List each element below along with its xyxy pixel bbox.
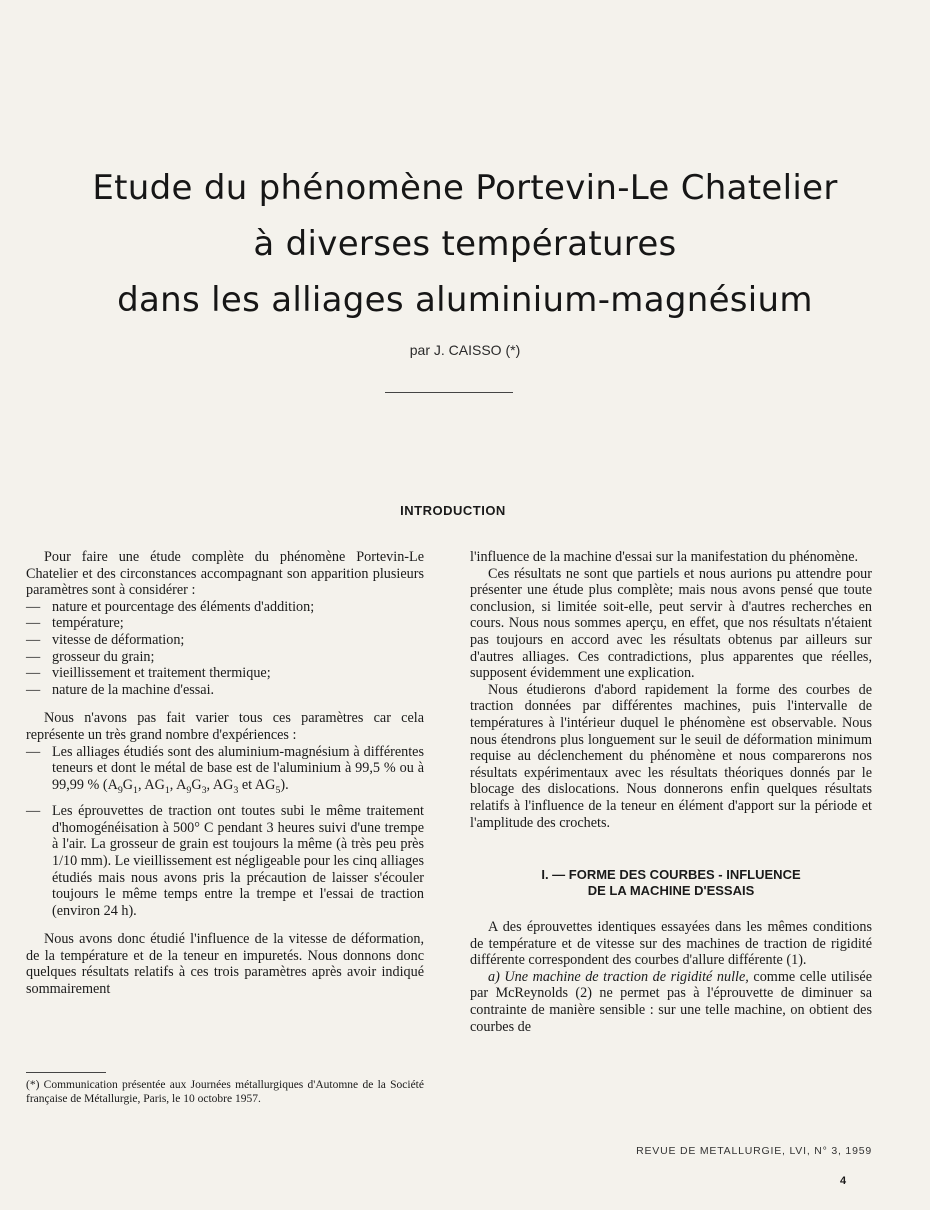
parameter-item: — nature de la machine d'essai. <box>26 682 424 699</box>
title-line-1: Etude du phénomène Portevin-Le Chatelier <box>92 168 838 208</box>
title-divider <box>385 392 513 393</box>
footnote: (*) Communication présentée aux Journées métallurgiques d'Automne de la Société française de Métallurgie, Paris, le 10 octobre 1957. <box>26 1079 424 1105</box>
journal-footer: REVUE DE METALLURGIE, LVI, N° 3, 1959 <box>636 1145 872 1157</box>
section-heading-line-2: DE LA MACHINE D'ESSAIS <box>587 883 755 899</box>
introduction-heading: INTRODUCTION <box>400 503 506 518</box>
page-number: 4 <box>840 1175 847 1187</box>
title-line-2: à diverses températures <box>253 224 677 264</box>
italic-phrase: Une machine de traction de rigidité nulle, <box>504 968 749 985</box>
section-heading-line-1: I. — FORME DES COURBES - INFLUENCE <box>541 867 801 883</box>
intro-paragraph-2: Nous n'avons pas fait varier tous ces paramètres car cela représente un très grand nombre d'expériences : <box>26 710 424 743</box>
intro-paragraph-1: Pour faire une étude complète du phénomène Portevin-Le Chatelier et des circonstances accompagnant son apparition plusieurs paramètres sont à considérer : <box>26 549 424 599</box>
left-column <box>26 549 424 998</box>
section-paragraph-2: a) Une machine de traction de rigidité nulle, comme celle utilisée par McReynolds (2) ne permet pas à l'éprouvette de diminuer sa contrainte de manière sensible : sur une telle machine, on obtient des courbes de <box>470 968 873 1035</box>
parameter-item: — grosseur du grain; <box>26 649 424 666</box>
section-heading <box>470 867 872 899</box>
conditions-list <box>26 744 424 920</box>
condition-item-treatment: — Les éprouvettes de traction ont toutes subi le même traitement d'homogénéisation à 500° C pendant 3 heures suivi d'une trempe à l'air. La grosseur de grain est toujours la même (à très peu près 1/10 mm). Le vieillissement est négligeable pour les cinq alliages étudiés mais nous avons pris la précaution de laisser s'écouler toujours le même temps entre la trempe et l'essai de traction (environ 24 h). <box>26 803 424 919</box>
author-byline: par J. CAISSO (*) <box>409 342 521 358</box>
footnote-divider <box>26 1072 106 1073</box>
parameter-item: — température; <box>26 615 424 632</box>
intro-paragraph-3: Nous avons donc étudié l'influence de la vitesse de déformation, de la température et de la teneur en impuretés. Nous donnons donc quelques résultats relatifs à ces trois paramètres après avoir indiqué sommairement <box>26 931 424 998</box>
right-paragraph-1: l'influence de la machine d'essai sur la manifestation du phénomène. <box>470 549 859 565</box>
right-paragraph-2: Ces résultats ne sont que partiels et nous aurions pu attendre pour présenter une étude plus complète; mais nous avons pensé que toute conclusion, si limitée soit-elle, peut servir à d'autres recherches en cours. Nous nous sommes aperçu, en effet, que nos résultats n'étaient pas toujours en accord avec les résultats obtenus par ailleurs sur d'autres alliages. Ces contradictions, plus apparentes que réelles, supposent évidemment une explication. <box>470 565 872 682</box>
condition-item-alloys <box>26 744 424 800</box>
article-title <box>0 160 930 328</box>
parameter-item: — vieillissement et traitement thermique; <box>26 665 424 682</box>
parameter-list <box>26 599 424 699</box>
alloys-text: Les alliages étudiés sont des aluminium-magnésium à différentes teneurs et dont le métal de base est de l'aluminium à 99,5 % ou à 99,99 % <box>52 743 424 793</box>
right-column <box>470 549 872 1035</box>
parameter-item: — vitesse de déformation; <box>26 632 424 649</box>
title-line-3: dans les alliages aluminium-magnésium <box>117 280 813 320</box>
right-paragraph-3: Nous étudierons d'abord rapidement la forme des courbes de traction données par différentes machines, puis l'intervalle de températures à l'intérieur duquel le phénomène est observable. Nous nous étendrons plus longuement sur le seuil de déformation minimum requise au déclenchement du phénomène et nous comparerons nos résultats expérimentaux avec les résultats théoriques donnés par le blocage des dislocations. Nous donnerons enfin quelques résultats relatifs à l'influence de la teneur en élément d'apport sur la période et l'amplitude des crochets. <box>470 681 872 831</box>
section-paragraph-1: A des éprouvettes identiques essayées dans les mêmes conditions de température et de vitesse sur des machines de traction de rigidité différente correspondent des courbes d'allure différente (1). <box>470 919 872 969</box>
alloy-designations: ($A_9G_1$, $AG_1$, $A_9G_3$, $AG_3$ et $AG_5$). <box>102 776 289 796</box>
parameter-item: — nature et pourcentage des éléments d'addition; <box>26 599 424 616</box>
